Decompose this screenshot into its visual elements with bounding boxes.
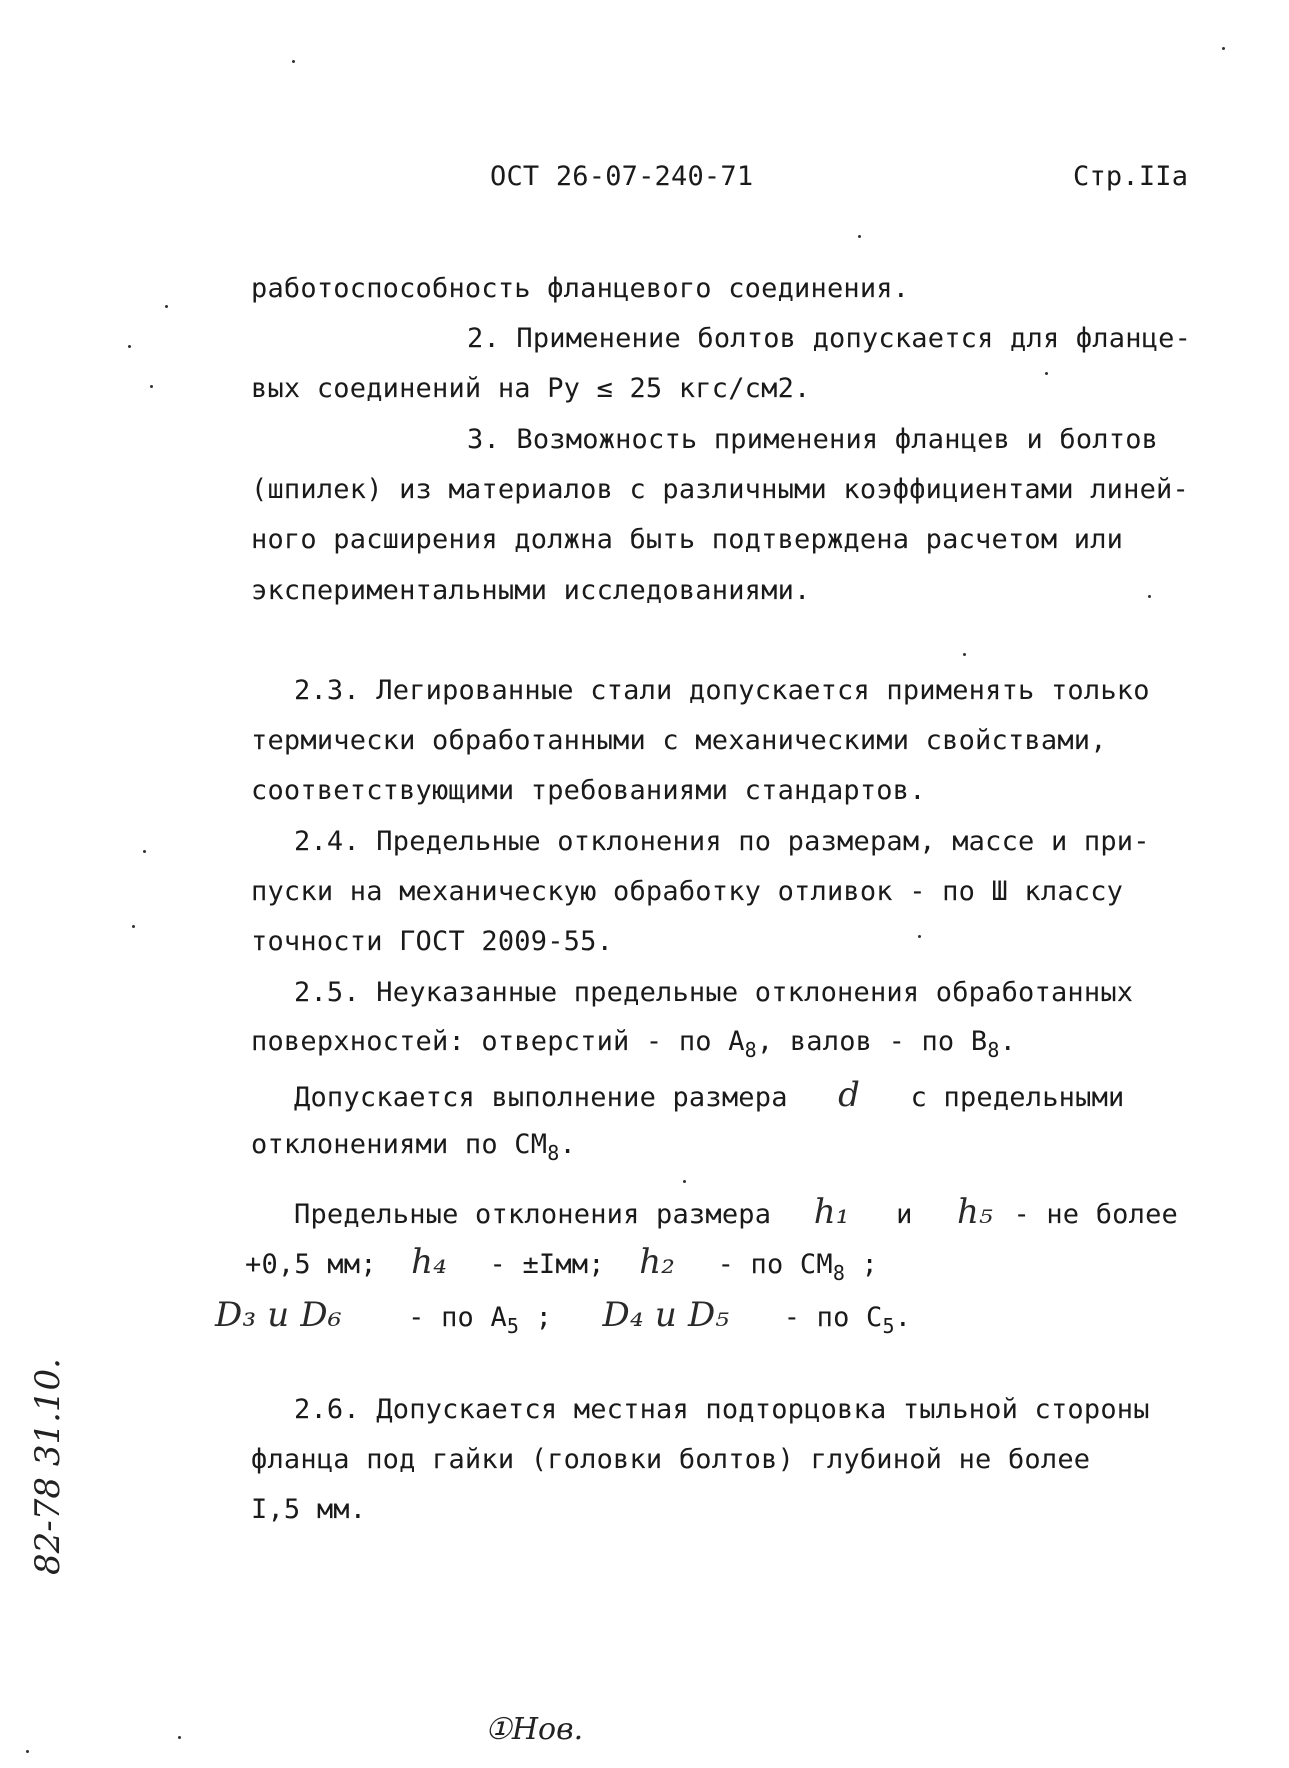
text-line: пуски на механическую обработку отливок - по Ш классу [251, 876, 1124, 907]
scan-speck [1148, 595, 1151, 598]
text-line: D₃ и D₆ - по $А_5$ ; D₄ и D₅ - по $С_5$. [215, 1295, 912, 1338]
handwritten-margin-note: 82-78 31.10. [28, 1358, 68, 1575]
text-line: 2.6. Допускается местная подторцовка тыльной стороны [294, 1394, 1150, 1425]
scan-speck [963, 653, 966, 656]
scan-speck [165, 305, 168, 308]
text-line: 3. Возможность применения фланцев и болтов [467, 424, 1159, 455]
handwritten-symbol: h₄ [411, 1242, 448, 1282]
handwritten-symbol: h₅ [957, 1192, 993, 1232]
text-line: Допускается выполнение размера d с предельными [294, 1075, 1125, 1115]
text-line: ного расширения должна быть подтверждена расчетом или [251, 524, 1124, 555]
text-line: 2. Применение болтов допускается для фланце- [467, 323, 1192, 354]
scan-speck [1045, 372, 1048, 375]
text-line: 2.5. Неуказанные предельные отклонения обработанных [294, 977, 1134, 1008]
text-line: вых соединений на Ру ≤ 25 кгс/см2. [251, 373, 811, 404]
text-line: 2.4. Предельные отклонения по размерам, массе и при- [294, 826, 1150, 857]
text-line: Предельные отклонения размера h₁ и h₅ - не более [294, 1192, 1178, 1232]
text-line: точности ГОСТ 2009-55. [251, 926, 614, 957]
page-number: Стр.IIа [1073, 161, 1189, 192]
handwritten-footer-note: ①Нов. [485, 1712, 584, 1747]
text-line: фланца под гайки (головки болтов) глубиной не более [251, 1444, 1091, 1475]
scan-speck [292, 60, 295, 63]
text-line: I,5 мм. [251, 1494, 367, 1525]
scan-speck [858, 235, 861, 238]
text-line: +0,5 мм; h₄ - ±Iмм; h₂ - по $СМ_8$ ; [245, 1242, 878, 1285]
scan-speck [150, 385, 153, 388]
text-line: отклонениями по $СМ_8$. [251, 1129, 576, 1165]
scan-speck [683, 1180, 686, 1183]
text-line: экспериментальными исследованиями. [251, 575, 811, 606]
text-line: поверхностей: отверстий - по $А_8$, валов - по $В_8$. [251, 1026, 1017, 1062]
scan-speck [918, 935, 921, 938]
handwritten-symbol: h₁ [813, 1192, 850, 1232]
text-line: (шпилек) из материалов с различными коэффициентами линей- [251, 474, 1189, 505]
scan-speck [143, 850, 146, 853]
text-line: 2.3. Легированные стали допускается применять только [294, 675, 1150, 706]
text-line: работоспособность фланцевого соединения. [251, 273, 910, 304]
text-line: термически обработанными с механическими свойствами, [251, 725, 1107, 756]
scan-speck [132, 925, 135, 928]
scan-speck [128, 345, 131, 348]
scan-speck [178, 1736, 181, 1739]
handwritten-symbol: D₃ и D₆ [215, 1295, 342, 1335]
handwritten-symbol: h₂ [639, 1242, 676, 1282]
text-line: соответствующими требованиями стандартов. [251, 775, 926, 806]
handwritten-symbol: d [838, 1075, 861, 1115]
scan-speck [1222, 47, 1225, 50]
scan-speck [26, 1750, 29, 1753]
handwritten-symbol: D₄ и D₅ [602, 1295, 730, 1335]
document-code: ОСТ 26-07-240-71 [490, 161, 754, 192]
